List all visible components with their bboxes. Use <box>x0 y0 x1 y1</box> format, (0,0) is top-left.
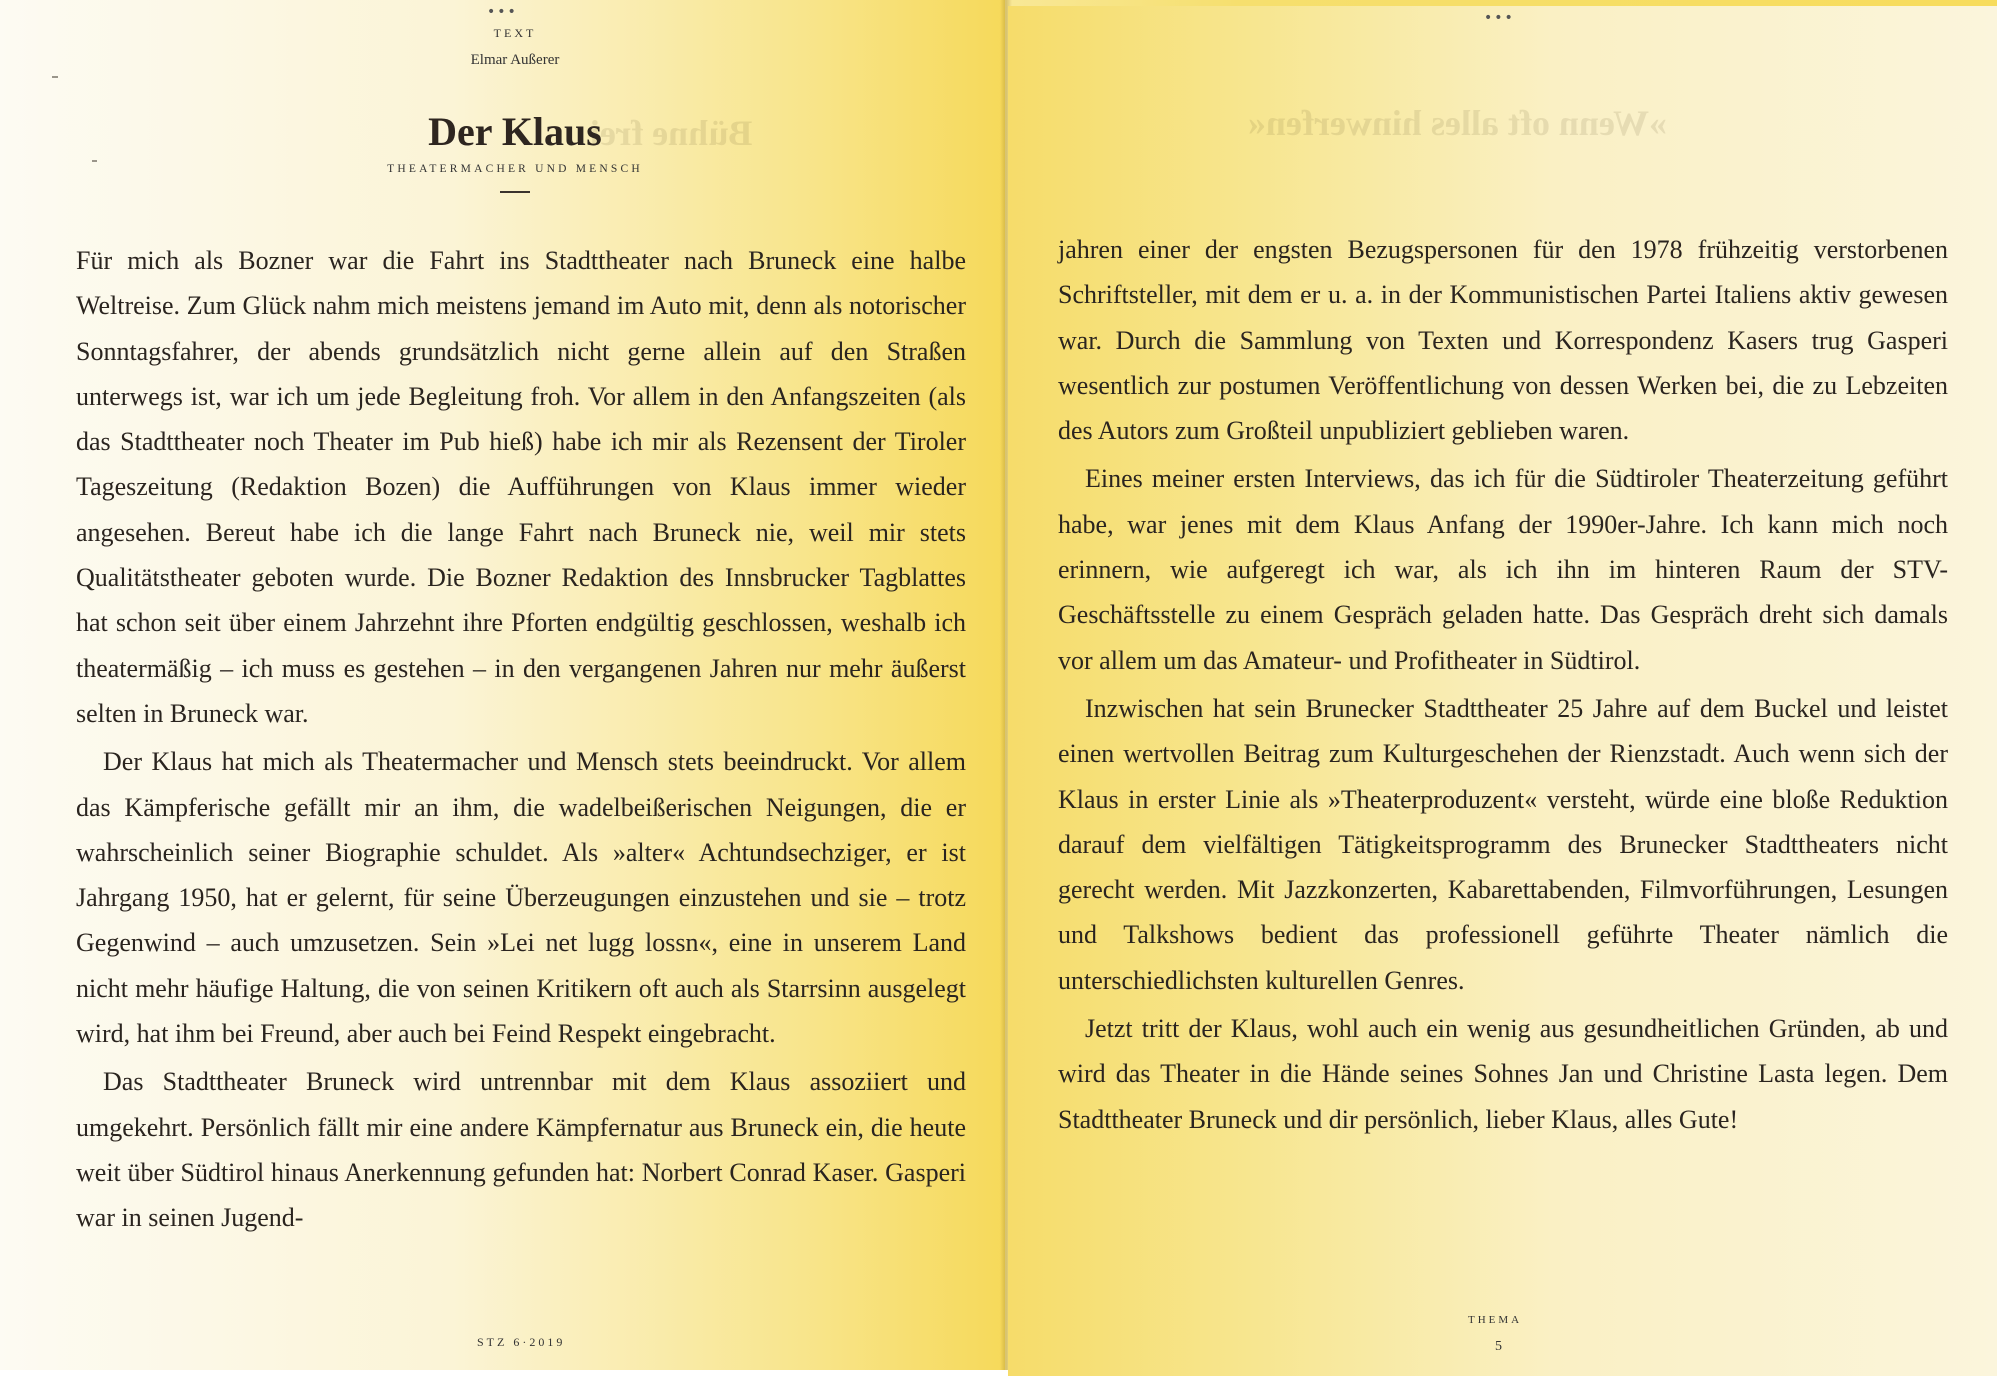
page-footer-left: STZ 6·2019 <box>477 1335 566 1349</box>
dots-ornament: ••• <box>1484 10 1515 26</box>
scan-mark <box>52 76 58 78</box>
bleed-through-text: Bühne frei <box>590 113 753 153</box>
paragraph: Der Klaus hat mich als Theatermacher und Mensch stets beeindruckt. Vor allem das Kämpferische gefällt mir an ihm, die wadelbeißerischen Neigungen, die er wahrscheinlich seiner Biographie schuldet. Als »alter« Achtundsechziger, er ist Jahrgang 1950, hat er gelernt, für seine Überzeugungen einzustehen und sie – trotz Gegenwind – auch umzusetzen. Sein »Lei net lugg lossn«, eine in unserem Land nicht mehr häufige Haltung, die von seinen Kritikern oft auch als Starrsinn ausgelegt wird, hat ihm bei Freund, aber auch bei Feind Respekt eingebracht. <box>76 747 966 1049</box>
paragraph: Eines meiner ersten Interviews, das ich für die Südtiroler Theaterzeitung geführt habe, war jenes mit dem Klaus Anfang der 1990er-Jahre. Ich kann mich noch erinnern, wie aufgeregt ich war, als ich ihn im hinteren Raum der STV-Geschäftsstelle zu einem Gespräch geladen hatte. Das Gespräch dreht sich damals vor allem um das Amateur- und Profitheater in Südtirol. <box>1058 464 1948 675</box>
footer-section-label: THEMA <box>1468 1314 1523 1326</box>
title-rule <box>500 191 530 193</box>
paragraph: Jetzt tritt der Klaus, wohl auch ein wenig aus gesundheitlichen Gründen, ab und wird das Theater in die Hände seines Sohnes Jan und Christine Lasta legen. Dem Stadttheater Bruneck und dir persönlich, lieber Klaus, alles Gute! <box>1058 1014 1948 1134</box>
left-page <box>0 0 1005 1370</box>
section-label: TEXT <box>493 26 537 40</box>
author-wrap <box>350 52 680 69</box>
dots-ornament: ••• <box>487 4 518 20</box>
right-page <box>1008 6 1997 1376</box>
paragraph: Das Stadttheater Bruneck wird untrennbar mit dem Klaus assoziiert und umgekehrt. Persönlich fällt mir eine andere Kämpfernatur aus Bruneck ein, die heute weit über Südtirol hinaus Anerkennung gefunden hat: Norbert Conrad Kaser. Gasperi war in seinen Jugend- <box>76 1067 966 1233</box>
bleed-through-text: »Wenn oft alles hinwerfen« <box>1248 103 1667 143</box>
scan-mark <box>92 160 97 162</box>
paragraph: Für mich als Bozner war die Fahrt ins Stadttheater nach Bruneck eine halbe Weltreise. Zum Glück nahm mich meistens jemand im Auto mit, denn als notorischer Sonntagsfahrer, der abends grundsätzlich nicht gerne allein auf den Straßen unterwegs ist, war ich um jede Begleitung froh. Vor allem in den Anfangszeiten (als das Stadttheater noch Theater im Pub hieß) habe ich mir als Rezensent der Tiroler Tageszeitung (Redaktion Bozen) die Aufführungen von Klaus immer wieder angesehen. Bereut habe ich die lange Fahrt nach Bruneck nie, weil mir stets Qualitätstheater geboten wurde. Die Bozner Redaktion des Innsbrucker Tagblattes hat schon seit über einem Jahrzehnt ihre Pforten endgültig geschlossen, weshalb ich theatermäßig – ich muss es gestehen – in den vergangenen Jahren nur mehr äußerst selten in Bruneck war. <box>76 246 966 728</box>
article-body-right <box>1058 227 1948 1142</box>
author-name: Elmar Außerer <box>470 52 560 68</box>
page-number: 5 <box>1495 1339 1502 1354</box>
article-subtitle: THEATERMACHER UND MENSCH <box>387 163 643 175</box>
article-body-left <box>76 238 966 1241</box>
section-label-wrap <box>350 24 680 42</box>
paragraph: Inzwischen hat sein Brunecker Stadttheater 25 Jahre auf dem Buckel und leistet einen wertvollen Beitrag zum Kulturgeschehen der Rienzstadt. Auch wenn sich der Klaus in erster Linie als »Theaterproduzent« versteht, würde eine bloße Reduktion darauf dem vielfältigen Tätigkeitsprogramm des Brunecker Stadttheaters nicht gerecht werden. Mit Jazzkonzerten, Kabarettabenden, Filmvorführungen, Lesungen und Talkshows bedient das professionell geführte Theater nämlich die unterschiedlichsten kulturellen Genres. <box>1058 693 1948 995</box>
article-title: Der Klaus <box>428 109 602 154</box>
paragraph: jahren einer der engsten Bezugspersonen für den 1978 frühzeitig verstorbenen Schriftsteller, mit dem er u. a. in der Kommunistischen Partei Italiens aktiv gewesen war. Durch die Sammlung von Texten und Korrespondenz Kasers trug Gasperi wesentlich zur postumen Veröffentlichung von dessen Werken bei, die zu Lebzeiten des Autors zum Großteil unpubliziert geblieben waren. <box>1058 235 1948 446</box>
